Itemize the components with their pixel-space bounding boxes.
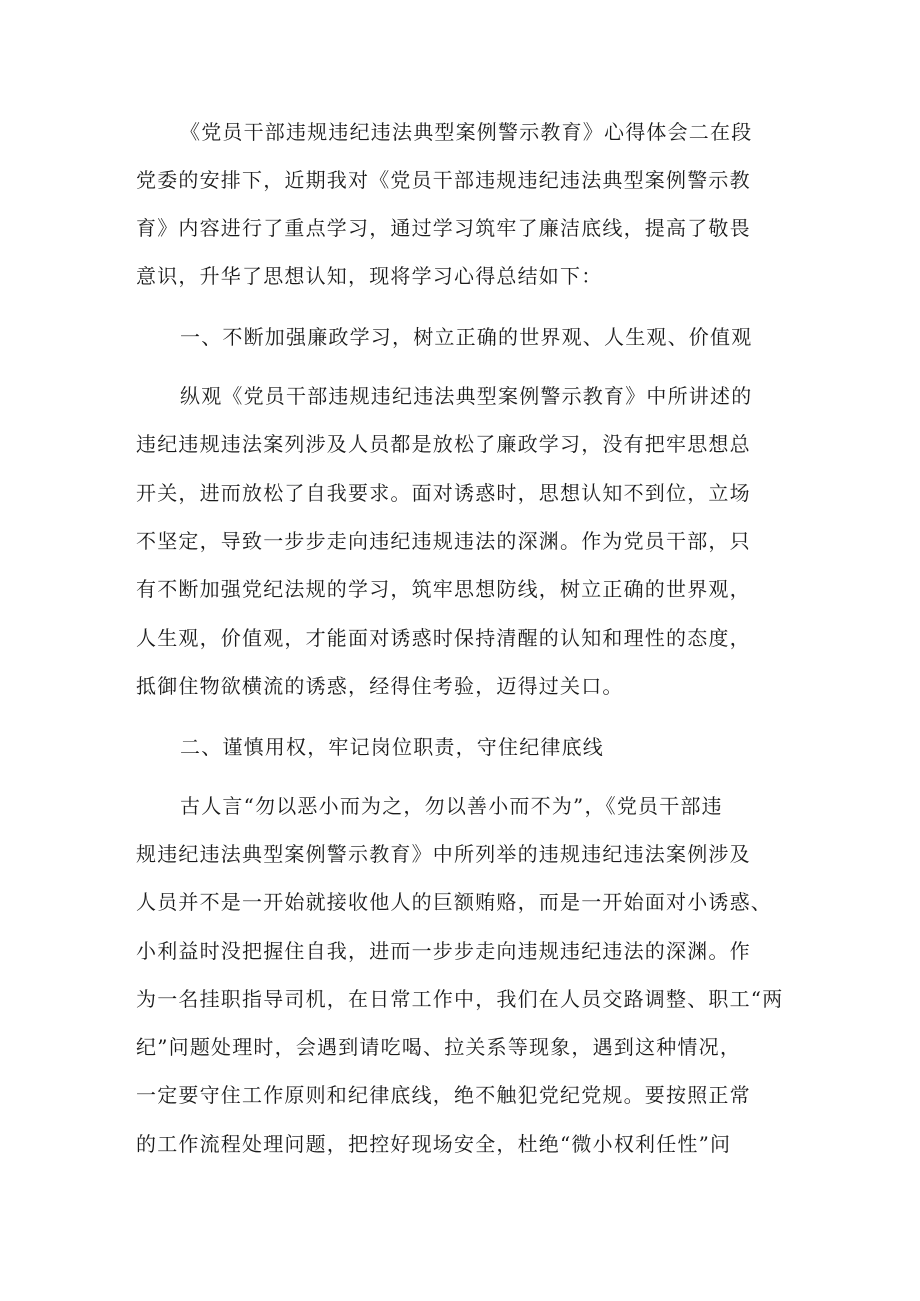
body-line: 违纪违规违法案列涉及人员都是放松了廉政学习，没有把牢思想总 <box>136 432 751 456</box>
title-line: 《党员干部违规违纪违法典型案例警示教育》心得体会二在段 <box>180 120 753 144</box>
body-line: 党委的安排下，近期我对《党员干部违规违纪违法典型案例警示教 <box>136 168 751 192</box>
section-heading-1: 一、不断加强廉政学习，树立正确的世界观、人生观、价值观 <box>180 325 753 349</box>
body-line: 纵观《党员干部违规违纪违法典型案例警示教育》中所讲述的 <box>180 384 753 408</box>
body-line: 纪”问题处理时，会遇到请吃喝、拉关系等现象，遇到这种情况， <box>136 1035 742 1059</box>
body-line: 的工作流程处理问题，把控好现场安全，杜绝“微小权利任性”问 <box>136 1132 732 1156</box>
body-line: 育》内容进行了重点学习，通过学习筑牢了廉洁底线，提高了敬畏 <box>136 216 751 240</box>
body-line: 人员并不是一开始就接收他人的巨额贿赂，而是一开始面对小诱惑、 <box>136 890 772 914</box>
body-line: 开关，进而放松了自我要求。面对诱惑时，思想认知不到位，立场 <box>136 481 751 505</box>
body-line: 有不断加强党纪法规的学习，筑牢思想防线，树立正确的世界观， <box>136 577 751 601</box>
body-line: 抵御住物欲横流的诱惑，经得住考验，迈得过关口。 <box>136 674 624 698</box>
body-line: 不坚定，导致一步步走向违纪违规违法的深渊。作为党员干部，只 <box>136 529 751 553</box>
body-line: 意识，升华了思想认知，现将学习心得总结如下： <box>136 264 603 288</box>
body-line: 规违纪违法典型案例警示教育》中所列举的违规违纪违法案例涉及 <box>136 842 751 866</box>
body-line: 一定要守住工作原则和纪律底线，绝不触犯党纪党规。要按照正常 <box>136 1083 751 1107</box>
body-line: 人生观，价值观，才能面对诱惑时保持清醒的认知和理性的态度， <box>136 626 751 650</box>
body-line: 古人言“勿以恶小而为之，勿以善小而不为”，《党员干部违 <box>180 794 723 818</box>
section-heading-2: 二、谨慎用权，牢记岗位职责，守住纪律底线 <box>180 735 604 759</box>
body-line: 小利益时没把握住自我，进而一步步走向违规违纪违法的深渊。作 <box>136 939 751 963</box>
body-line: 为一名挂职指导司机，在日常工作中，我们在人员交路调整、职工“两 <box>136 987 784 1011</box>
